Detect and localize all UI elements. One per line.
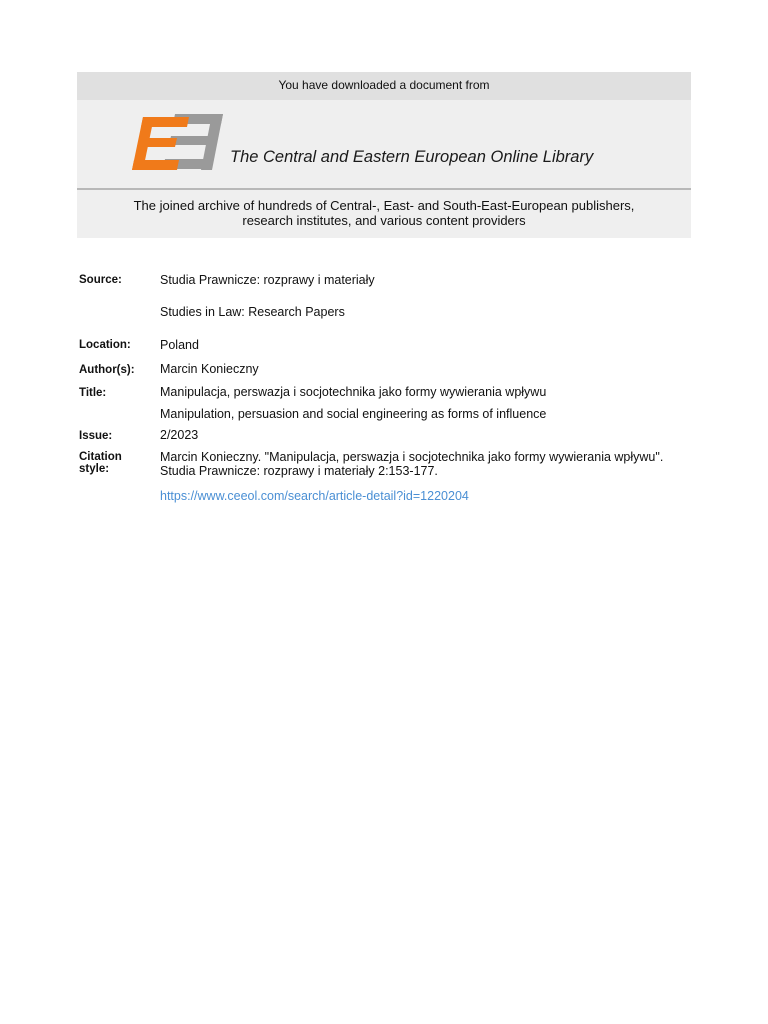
- article-link-row: [160, 489, 469, 503]
- article-link[interactable]: https://www.ceeol.com/search/article-detail?id=1220204: [160, 489, 469, 503]
- authors-label: Author(s):: [79, 364, 135, 376]
- title-value: Manipulacja, perswazja i socjotechnika jako formy wywierania wpływu: [160, 385, 547, 399]
- tagline-line-1: The joined archive of hundreds of Central-, East- and South-East-European publishers,: [133, 198, 635, 213]
- tagline: [77, 198, 691, 228]
- issue-label: Issue:: [79, 430, 113, 442]
- title-translation: Manipulation, persuasion and social engineering as forms of influence: [160, 407, 547, 421]
- library-title: The Central and Eastern European Online Library: [230, 148, 594, 166]
- header-divider: [77, 188, 691, 190]
- ceeol-header: [77, 72, 691, 238]
- citation-line-1: Marcin Konieczny. "Manipulacja, perswazja i socjotechnika jako formy wywierania wpływu".: [160, 450, 664, 464]
- citation-label: [79, 451, 122, 475]
- tagline-line-2: research institutes, and various content providers: [242, 213, 526, 228]
- location-label: Location:: [79, 339, 131, 351]
- title-label: Title:: [79, 387, 107, 399]
- citation-label-line-2: style:: [79, 463, 110, 475]
- issue-value: 2/2023: [160, 428, 199, 442]
- citation-value: [160, 450, 663, 478]
- download-notice: You have downloaded a document from: [77, 72, 691, 100]
- authors-value: Marcin Konieczny: [160, 362, 259, 376]
- citation-line-2: Studia Prawnicze: rozprawy i materiały 2:153-177.: [160, 464, 438, 478]
- source-translation: Studies in Law: Research Papers: [160, 305, 345, 319]
- citation-label-line-1: Citation: [79, 451, 122, 463]
- location-value: Poland: [160, 338, 199, 352]
- source-value: Studia Prawnicze: rozprawy i materiały: [160, 273, 375, 287]
- ceeol-logo-icon: [131, 112, 223, 172]
- source-label: Source:: [79, 274, 122, 286]
